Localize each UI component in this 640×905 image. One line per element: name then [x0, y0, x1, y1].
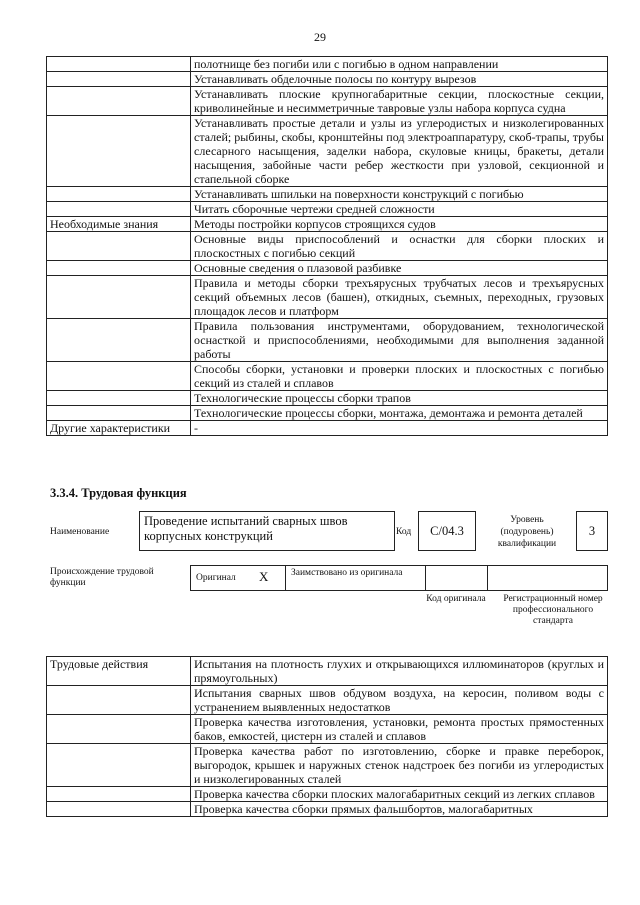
- table-row: [47, 187, 608, 202]
- origin-code-label: Код оригинала: [426, 594, 486, 604]
- row-label: [47, 87, 191, 116]
- origin-divider: [285, 566, 286, 590]
- row-label: Трудовые действия: [47, 657, 191, 686]
- original-label: Оригинал: [196, 573, 236, 583]
- labor-actions-table: [46, 656, 608, 817]
- origin-label: Происхождение трудовой функции: [50, 567, 154, 588]
- table-row: [47, 217, 608, 232]
- row-label: Другие характеристики: [47, 421, 191, 436]
- table-row: [47, 391, 608, 406]
- knowledge-table: [46, 56, 608, 436]
- row-label: [47, 715, 191, 744]
- level-box: [576, 511, 608, 551]
- borrowed-label: Заимствовано из оригинала: [291, 568, 403, 578]
- reg-number-label: Регистрационный номер профессионального стандарта: [503, 594, 603, 626]
- row-text: Основные виды приспособлений и оснастки для сборки плоских и плоскостных с погибью секций: [191, 232, 608, 261]
- table-row: [47, 657, 608, 686]
- table-row: [47, 319, 608, 362]
- row-text: Проверка качества изготовления, установки, ремонта простых прямостенных баков, емкостей, цистерн из сталей и сплавов: [191, 715, 608, 744]
- origin-box: [190, 565, 608, 591]
- table-row: [47, 744, 608, 787]
- row-text: Технологические процессы сборки, монтажа, демонтажа и ремонта деталей: [191, 406, 608, 421]
- row-label: [47, 406, 191, 421]
- level-label: Уровень (подуровень) квалификации: [497, 515, 557, 549]
- table-row: [47, 72, 608, 87]
- row-label: [47, 802, 191, 817]
- table-row: [47, 406, 608, 421]
- table-row: [47, 362, 608, 391]
- section-title: 3.3.4. Трудовая функция: [50, 486, 187, 500]
- row-label: [47, 319, 191, 362]
- row-text: полотнище без погиби или с погибью в одном направлении: [191, 57, 608, 72]
- row-text: Устанавливать плоские крупногабаритные секции, плоскостные секции, криволинейные и несимметричные тавровые узлы набора корпуса судна: [191, 87, 608, 116]
- function-name-box: [139, 511, 395, 551]
- row-text: Устанавливать обделочные полосы по контуру вырезов: [191, 72, 608, 87]
- table-row: [47, 802, 608, 817]
- row-label: [47, 57, 191, 72]
- table-row: [47, 715, 608, 744]
- page-number: 29: [314, 30, 326, 44]
- table-row: [47, 261, 608, 276]
- table-row: [47, 787, 608, 802]
- level-value: 3: [588, 524, 596, 538]
- row-label: [47, 202, 191, 217]
- row-text: -: [191, 421, 608, 436]
- row-text: Проверка качества сборки прямых фальшбортов, малогабаритных: [191, 802, 608, 817]
- table-row: [47, 116, 608, 187]
- original-mark: X: [259, 569, 269, 584]
- origin-divider: [487, 566, 488, 590]
- row-text: Устанавливать шпильки на поверхности конструкций с погибью: [191, 187, 608, 202]
- row-label: [47, 116, 191, 187]
- row-label: [47, 261, 191, 276]
- table-row: [47, 57, 608, 72]
- row-label: [47, 187, 191, 202]
- code-label: Код: [396, 527, 412, 537]
- row-text: Проверка качества работ по изготовлению, сборке и правке переборок, выгородок, крышек и наружных стенок надстроек без погиби из углеродистых и низколегированных сталей: [191, 744, 608, 787]
- row-text: Читать сборочные чертежи средней сложности: [191, 202, 608, 217]
- row-text: Основные сведения о плазовой разбивке: [191, 261, 608, 276]
- row-text: Правила пользования инструментами, оборудованием, технологической оснасткой и приспособлениями, необходимыми для выполнения заданной работы: [191, 319, 608, 362]
- row-text: Правила и методы сборки трехъярусных трубчатых лесов и трехъярусных секций объемных лесов (башен), откидных, съемных, переходных, грузовых площадок лесов и платформ: [191, 276, 608, 319]
- row-label: [47, 391, 191, 406]
- row-label: [47, 744, 191, 787]
- row-label: [47, 232, 191, 261]
- row-text: Устанавливать простые детали и узлы из углеродистых и низколегированных сталей; рыбины, скобы, кронштейны под электроаппаратуру, скоб-трапы, трубы слесарного насыщения, заделки набора, скуловые кницы, бракеты, детали насыщения, забойные части ребер жесткости при узловой, секционной и стапельной сборке: [191, 116, 608, 187]
- row-label: [47, 787, 191, 802]
- function-name: Проведение испытаний сварных швов корпусных конструкций: [144, 514, 348, 543]
- row-text: Испытания на плотность глухих и открывающихся иллюминаторов (круглых и прямоугольных): [191, 657, 608, 686]
- code-box: [418, 511, 476, 551]
- table-row: [47, 421, 608, 436]
- row-label: Необходимые знания: [47, 217, 191, 232]
- row-text: Проверка качества сборки плоских малогабаритных секций из легких сплавов: [191, 787, 608, 802]
- row-label: [47, 686, 191, 715]
- code-value: C/04.3: [430, 524, 464, 538]
- row-text: Испытания сварных швов обдувом воздуха, на керосин, поливом воды с устранением выявленных недостатков: [191, 686, 608, 715]
- row-label: [47, 72, 191, 87]
- row-label: [47, 362, 191, 391]
- row-text: Способы сборки, установки и проверки плоских и плоскостных с погибью секций из сталей и сплавов: [191, 362, 608, 391]
- row-text: Методы постройки корпусов строящихся судов: [191, 217, 608, 232]
- table-row: [47, 87, 608, 116]
- table-row: [47, 202, 608, 217]
- table-row: [47, 686, 608, 715]
- row-label: [47, 276, 191, 319]
- name-label: Наименование: [50, 527, 110, 537]
- table-row: [47, 232, 608, 261]
- table-row: [47, 276, 608, 319]
- row-text: Технологические процессы сборки трапов: [191, 391, 608, 406]
- origin-divider: [425, 566, 426, 590]
